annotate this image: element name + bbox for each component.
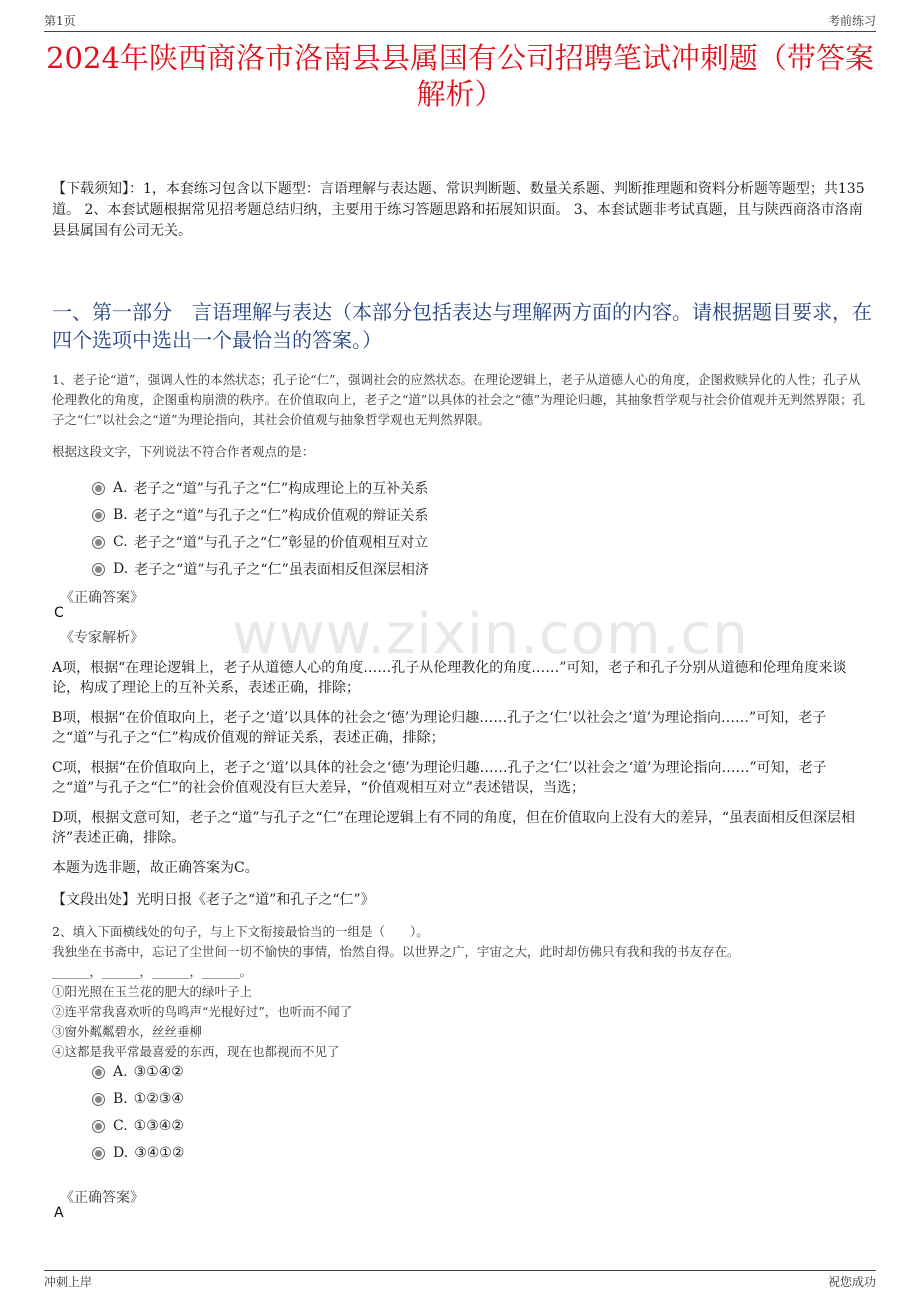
analysis-paragraph-d: D项，根据文意可知，老子之“道”与孔子之“仁”在理论逻辑上有不同的角度，但在价值取向上没有大的差异，“虽表面相反但深层相济”表述正确，排除。: [52, 810, 856, 846]
header-tag: 考前练习: [827, 14, 876, 28]
footer-divider: [44, 1270, 876, 1271]
question-2-blanks: ______，______，______，______。: [52, 964, 253, 979]
radio-icon[interactable]: [92, 1066, 105, 1079]
option-letter: A.: [113, 1064, 128, 1080]
option-text: 老子之“道”与孔子之“仁”虽表面相反但深层相济: [134, 562, 429, 578]
question-2-passage: 我独坐在书斋中，忘记了尘世间一切不愉快的事情，怡然自得。以世界之广，宇宙之大，此时却仿佛只有我和我的书友存在。: [52, 944, 740, 959]
passage-source: 【文段出处】光明日报《老子之“道”和孔子之“仁”》: [52, 892, 375, 908]
option-letter: B.: [113, 507, 128, 523]
download-notice: 【下载须知】：1，本套练习包含以下题型：言语理解与表达题、常识判断题、数量关系题、判断推理题和资料分析题等题型；共135道。 2、本套试题根据常见招考题总结归纳，主要用于练习答题思路和拓展知识面。 3、本套试题非考试真题，且与陕西商洛市洛南县县属国有公司无关。: [52, 181, 865, 239]
q2-option-a[interactable]: [92, 1064, 184, 1080]
q1-answer: C: [54, 605, 64, 621]
section-heading: 一、第一部分 言语理解与表达（本部分包括表达与理解两方面的内容。请根据题目要求，在四个选项中选出一个最恰当的答案。）: [52, 300, 872, 352]
option-text: 老子之“道”与孔子之“仁”构成理论上的互补关系: [133, 481, 429, 497]
q1-option-b[interactable]: [92, 505, 428, 525]
q1-answer-label: 《正确答案》: [60, 590, 144, 606]
option-letter: B.: [113, 1091, 128, 1107]
question-1-prompt: 根据这段文字，下列说法不符合作者观点的是：: [52, 444, 315, 459]
analysis-paragraph-a: A项，根据“在理论逻辑上，老子从道德人心的角度……孔子从伦理教化的角度……”可知，老子和孔子分别从道德和伦理角度来谈论，构成了理论上的互补关系，表述正确，排除；: [52, 660, 847, 696]
analysis-paragraph-b: B项，根据“在价值取向上，老子之‘道’以具体的社会之‘德’为理论归趣……孔子之‘仁’以社会之‘道’为理论指向……”可知，老子之“道”与孔子之“仁”构成价值观的辩证关系，表述正确，排除；: [52, 710, 827, 746]
question-1-stem: 1、老子论“道”，强调人性的本然状态；孔子论“仁”，强调社会的应然状态。在理论逻辑上，老子从道德人心的角度，企图救赎异化的人性；孔子从伦理教化的角度，企图重构崩溃的秩序。在价值取向上，老子之“道”以具体的社会之“德”为理论归趣，其抽象哲学观与社会价值观并无判然界限；孔子之“仁”以社会之“道”为理论指向，其社会价值观与抽象哲学观也无判然界限。: [52, 372, 866, 427]
question-2-item: ②连平常我喜欢听的鸟鸣声“光棍好过”，也听而不闻了: [52, 1004, 353, 1019]
option-letter: C.: [113, 534, 128, 550]
q1-option-c[interactable]: [92, 532, 428, 552]
option-text: 老子之“道”与孔子之“仁”构成价值观的辩证关系: [133, 508, 429, 524]
option-letter: C.: [113, 1118, 128, 1134]
radio-icon[interactable]: [92, 536, 105, 549]
question-2-item: ④这都是我平常最喜爱的东西，现在也都视而不见了: [52, 1044, 340, 1059]
q1-analysis-label: 《专家解析》: [60, 630, 144, 646]
radio-icon[interactable]: [92, 482, 105, 495]
footer-right: 祝您成功: [827, 1275, 876, 1289]
radio-icon[interactable]: [92, 1093, 105, 1106]
document-title: 2024年陕西商洛市洛南县县属国有公司招聘笔试冲刺题（带答案解析）: [46, 41, 874, 111]
page-number: 第1页: [44, 14, 76, 28]
footer-left: 冲刺上岸: [44, 1275, 93, 1289]
question-2-item: ①阳光照在玉兰花的肥大的绿叶子上: [52, 984, 253, 999]
option-text: ③④①②: [134, 1145, 185, 1161]
option-letter: A.: [113, 480, 128, 496]
q2-option-b[interactable]: [92, 1091, 184, 1107]
q2-option-c[interactable]: [92, 1118, 184, 1134]
analysis-conclusion: 本题为选非题，故正确答案为C。: [52, 860, 259, 876]
radio-icon[interactable]: [92, 509, 105, 522]
option-letter: D.: [113, 561, 129, 577]
option-letter: D.: [113, 1145, 129, 1161]
watermark: www.zixin.com.cn: [232, 602, 749, 667]
question-2-block: [52, 922, 872, 1062]
analysis-paragraph-c: C项，根据“在价值取向上，老子之‘道’以具体的社会之‘德’为理论归趣……孔子之‘仁’以社会之‘道’为理论指向……”可知，老子之“道”与孔子之“仁”的社会价值观没有巨大差异，“价值观相互对立”表述错误，当选；: [52, 760, 827, 796]
q2-answer-label: 《正确答案》: [60, 1190, 144, 1206]
q2-option-d[interactable]: [92, 1145, 184, 1161]
question-2-stem: 2、填入下面横线处的句子，与上下文衔接最恰当的一组是（ ）。: [52, 924, 429, 939]
radio-icon[interactable]: [92, 1147, 105, 1160]
option-text: ①②③④: [133, 1091, 184, 1107]
q1-option-a[interactable]: [92, 478, 428, 498]
q2-answer: A: [54, 1205, 64, 1221]
radio-icon[interactable]: [92, 563, 105, 576]
question-2-item: ③窗外粼粼碧水，丝丝垂柳: [52, 1024, 203, 1039]
q1-option-d[interactable]: [92, 559, 429, 579]
option-text: ③①④②: [133, 1064, 184, 1080]
radio-icon[interactable]: [92, 1120, 105, 1133]
header-divider: [44, 31, 876, 32]
option-text: 老子之“道”与孔子之“仁”彰显的价值观相互对立: [133, 535, 429, 551]
option-text: ①③④②: [133, 1118, 184, 1134]
